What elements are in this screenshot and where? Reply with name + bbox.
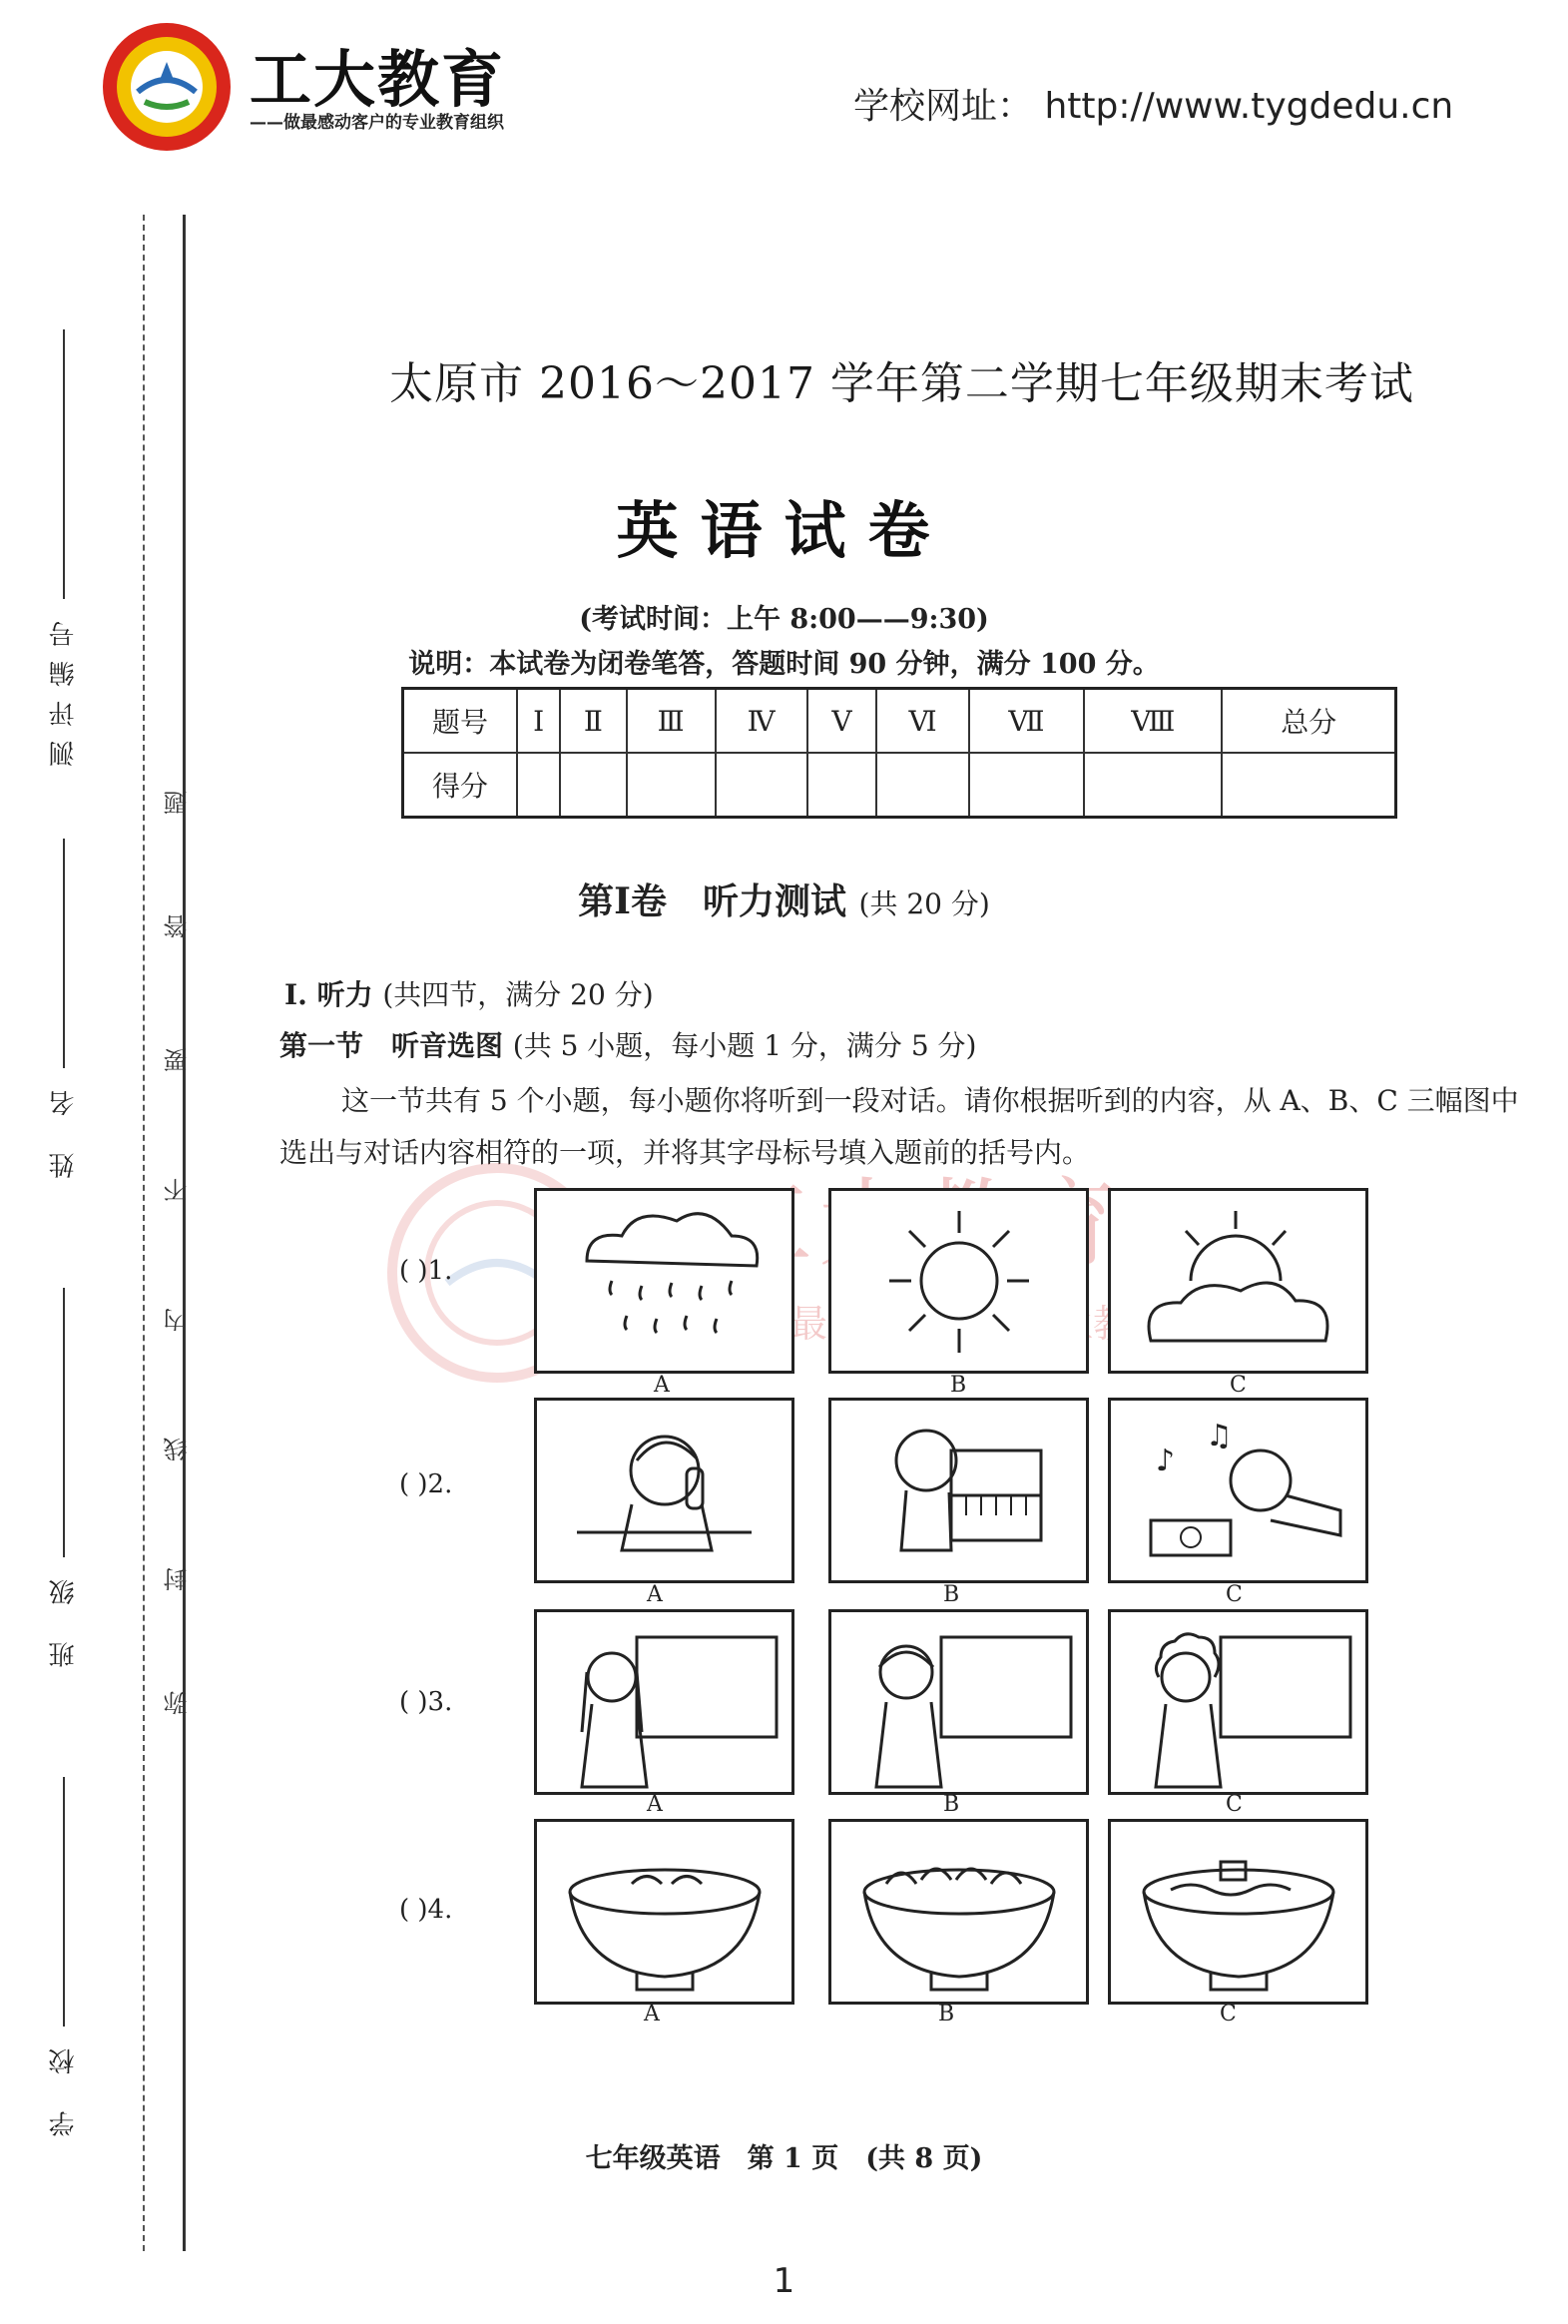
question-label[interactable]: ( )1.	[399, 1256, 453, 1286]
boy-listening-music-icon	[1111, 1401, 1365, 1580]
score-cell[interactable]	[627, 753, 716, 818]
boy-on-phone-icon	[537, 1401, 791, 1580]
picture-option-a[interactable]	[534, 1819, 794, 2005]
option-letter: A	[647, 1582, 663, 1607]
seal-notice-char: 线	[164, 1424, 192, 1461]
option-letter: B	[938, 2002, 955, 2027]
section-points: (共四节，满分 20 分)	[382, 978, 654, 1011]
field-class[interactable]	[45, 1288, 82, 1674]
score-cell[interactable]	[1222, 753, 1395, 818]
svg-text:♪: ♪	[1156, 1444, 1176, 1478]
svg-text:♫: ♫	[1206, 1419, 1233, 1453]
table-header: 题号	[403, 689, 518, 754]
table-header: Ⅴ	[807, 689, 877, 754]
exam-time: (考试时间：上午 8:00——9:30)	[579, 604, 989, 635]
brand-logo-icon	[100, 20, 235, 155]
question-label[interactable]: ( )2.	[399, 1469, 453, 1499]
field-label: 姓 名	[49, 1076, 79, 1179]
picture-option-a[interactable]	[534, 1188, 794, 1374]
question-label[interactable]: ( )4.	[399, 1895, 453, 1925]
picture-option-c[interactable]	[1108, 1819, 1368, 2005]
field-label: 测评编号	[49, 607, 79, 767]
table-row	[403, 753, 1396, 818]
question-label[interactable]: ( )3.	[399, 1687, 453, 1717]
seal-notice-char: 题	[164, 777, 192, 815]
table-row	[403, 689, 1396, 754]
table-header: Ⅵ	[876, 689, 968, 754]
field-label: 班 级	[49, 1565, 79, 1668]
option-letter: B	[950, 1373, 967, 1398]
seal-notice-char: 弥	[164, 1677, 192, 1715]
picture-option-c[interactable]	[1108, 1398, 1368, 1583]
score-cell[interactable]	[560, 753, 626, 818]
boy-playing-piano-icon	[831, 1401, 1086, 1580]
option-letter: C	[1226, 1582, 1243, 1607]
part-title-text: 第Ⅰ卷 听力测试	[578, 880, 846, 922]
table-header: Ⅲ	[627, 689, 716, 754]
girl-short-hair-icon	[831, 1612, 1086, 1792]
school-url[interactable]: 学校网址： http://www.tygdedu.cn	[853, 86, 1454, 127]
seal-notice-char: 答	[164, 900, 192, 938]
picture-option-a[interactable]	[534, 1398, 794, 1583]
instruction-paragraph: 这一节共有 5 个小题，每小题你将听到一段对话。请你根据听到的内容，从 A、B、C 三幅图中选出与对话内容相符的一项，并将其字母标号填入题前的括号内。	[279, 1084, 1519, 1169]
option-letter: A	[644, 2002, 660, 2027]
picture-option-c[interactable]	[1108, 1609, 1368, 1795]
subsection-points: (共 5 小题，每小题 1 分，满分 5 分)	[512, 1029, 977, 1062]
option-letter: A	[654, 1373, 670, 1398]
bowl-noodles-icon	[1111, 1822, 1365, 2002]
exam-instructions: 说明：本试卷为闭卷笔答，答题时间 90 分钟，满分 100 分。	[408, 649, 1160, 680]
score-cell[interactable]	[876, 753, 968, 818]
bowl-dumplings-full-icon	[831, 1822, 1086, 2002]
part-title	[0, 873, 1568, 924]
option-letter: C	[1220, 2002, 1237, 2027]
picture-option-c[interactable]	[1108, 1188, 1368, 1374]
option-letter: C	[1230, 1373, 1247, 1398]
seal-notice-char: 封	[164, 1553, 192, 1591]
subject-title: 英语试卷	[616, 494, 952, 567]
section-title-text: Ⅰ. 听力	[284, 978, 373, 1011]
subsection-title-text: 第一节 听音选图	[279, 1029, 504, 1062]
table-header: 总分	[1222, 689, 1395, 754]
section-title	[284, 973, 654, 1013]
girl-curly-hair-icon	[1111, 1612, 1365, 1792]
picture-option-a[interactable]	[534, 1609, 794, 1795]
score-cell[interactable]	[1084, 753, 1222, 818]
score-cell[interactable]	[807, 753, 877, 818]
sun-behind-cloud-icon	[1111, 1191, 1365, 1371]
table-header: Ⅷ	[1084, 689, 1222, 754]
girl-long-hair-icon	[537, 1612, 791, 1792]
option-letter: A	[647, 1792, 663, 1817]
option-letter: B	[943, 1582, 960, 1607]
sun-icon	[831, 1191, 1086, 1371]
seal-notice-char: 内	[164, 1294, 192, 1332]
picture-option-b[interactable]	[828, 1819, 1089, 2005]
score-cell[interactable]	[969, 753, 1084, 818]
option-letter: B	[943, 1792, 960, 1817]
table-header: Ⅶ	[969, 689, 1084, 754]
field-label: 学 校	[49, 2034, 79, 2137]
picture-option-b[interactable]	[828, 1188, 1089, 1374]
page-number: 1	[773, 2261, 795, 2301]
rain-cloud-icon	[537, 1191, 791, 1371]
table-header: Ⅱ	[560, 689, 626, 754]
score-table	[401, 687, 1397, 819]
field-school[interactable]	[45, 1777, 82, 2143]
bowl-dumplings-icon	[537, 1822, 791, 2002]
seal-notice-char: 不	[164, 1164, 192, 1202]
page-footer: 七年级英语 第 1 页 (共 8 页)	[585, 2143, 983, 2174]
score-cell[interactable]	[716, 753, 807, 818]
score-cell[interactable]	[517, 753, 560, 818]
table-header: 得分	[403, 753, 518, 818]
seal-notice-char: 要	[164, 1034, 192, 1072]
brand-name: 工大教育	[250, 43, 506, 116]
subsection-title	[279, 1024, 976, 1064]
picture-option-b[interactable]	[828, 1609, 1089, 1795]
brand-slogan: ——做最感动客户的专业教育组织	[250, 113, 504, 133]
exam-title: 太原市 2016～2017 学年第二学期七年级期末考试	[389, 358, 1414, 409]
picture-option-b[interactable]	[828, 1398, 1089, 1583]
part-points: (共 20 分)	[858, 887, 990, 920]
option-letter: C	[1226, 1792, 1243, 1817]
table-header: Ⅳ	[716, 689, 807, 754]
table-header: Ⅰ	[517, 689, 560, 754]
